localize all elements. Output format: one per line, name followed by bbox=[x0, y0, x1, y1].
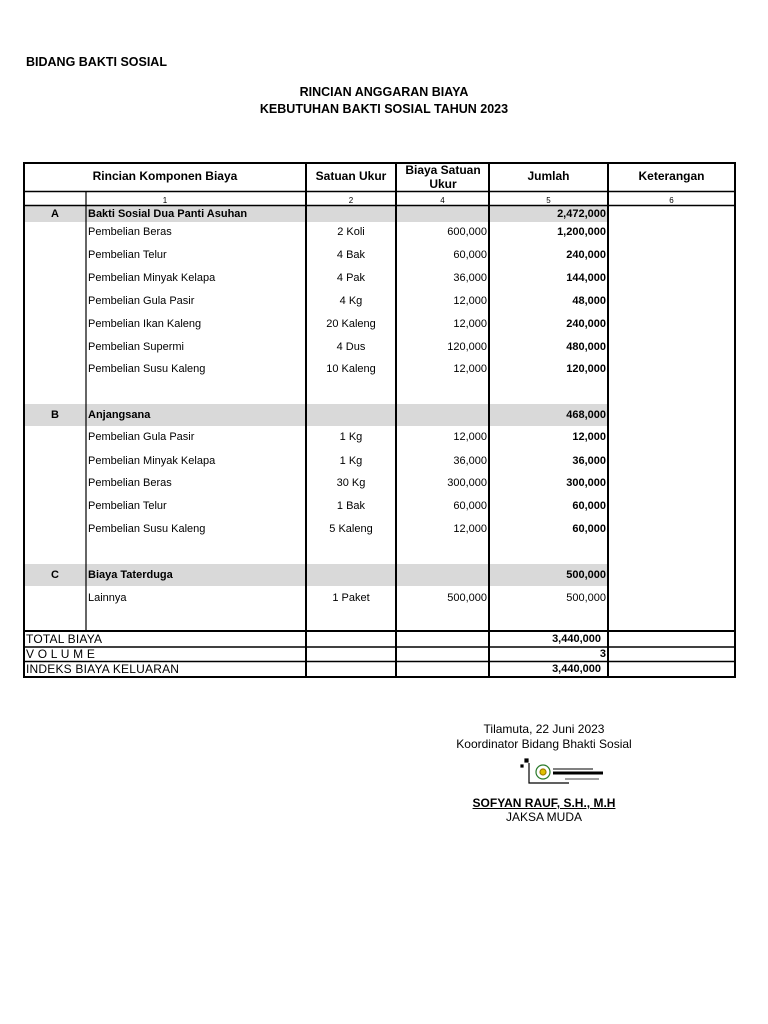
item-description: Lainnya bbox=[88, 592, 127, 604]
item-amount: 240,000 bbox=[566, 318, 606, 330]
output-cost-index-label: INDEKS BIAYA KELUARAN bbox=[26, 662, 180, 676]
item-unit-price: 36,000 bbox=[453, 272, 487, 284]
section-code: B bbox=[51, 409, 59, 421]
item-unit: 30 Kg bbox=[336, 477, 366, 489]
item-unit: 10 Kaleng bbox=[326, 363, 376, 375]
item-description: Pembelian Susu Kaleng bbox=[88, 363, 206, 375]
item-unit-price: 300,000 bbox=[447, 477, 487, 489]
document-title: RINCIAN ANGGARAN BIAYA bbox=[299, 85, 469, 99]
section-name: Bakti Sosial Dua Panti Asuhan bbox=[88, 208, 248, 220]
section-total: 2,472,000 bbox=[557, 208, 606, 220]
section-name: Biaya Taterduga bbox=[88, 569, 173, 581]
item-amount: 1,200,000 bbox=[557, 226, 606, 238]
column-number: 4 bbox=[440, 196, 445, 205]
item-amount: 300,000 bbox=[566, 477, 606, 489]
item-description: Pembelian Telur bbox=[88, 500, 167, 512]
kejaksaan-seal-icon bbox=[519, 757, 605, 789]
item-description: Pembelian Telur bbox=[88, 249, 167, 261]
item-amount: 60,000 bbox=[572, 500, 606, 512]
section-name: Anjangsana bbox=[88, 409, 151, 421]
item-description: Pembelian Minyak Kelapa bbox=[88, 272, 216, 284]
place-date: Tilamuta, 22 Juni 2023 bbox=[483, 722, 605, 736]
column-number: 2 bbox=[348, 196, 354, 205]
item-unit: 1 Paket bbox=[332, 592, 370, 604]
item-description: Pembelian Gula Pasir bbox=[88, 295, 195, 307]
signatory-rank: JAKSA MUDA bbox=[505, 810, 583, 824]
column-header-component: Rincian Komponen Biaya bbox=[92, 169, 238, 183]
column-header-unit-price: Biaya Satuan Ukur bbox=[405, 163, 481, 191]
item-unit-price: 120,000 bbox=[447, 341, 487, 353]
item-unit-price: 36,000 bbox=[453, 455, 487, 467]
signatory-name: SOFYAN RAUF, S.H., M.H bbox=[472, 796, 616, 810]
section-total: 500,000 bbox=[566, 569, 606, 581]
column-header-unit: Satuan Ukur bbox=[315, 169, 387, 183]
item-unit: 1 Kg bbox=[339, 455, 363, 467]
organization-label: BIDANG BAKTI SOSIAL bbox=[26, 55, 167, 69]
item-unit: 4 Pak bbox=[336, 272, 366, 284]
item-amount: 480,000 bbox=[566, 341, 606, 353]
item-description: Pembelian Supermi bbox=[88, 341, 184, 353]
volume-label: V O L U M E bbox=[26, 647, 96, 661]
item-description: Pembelian Gula Pasir bbox=[88, 431, 195, 443]
item-description: Pembelian Susu Kaleng bbox=[88, 523, 206, 535]
item-description: Pembelian Minyak Kelapa bbox=[88, 455, 216, 467]
item-unit-price: 60,000 bbox=[453, 249, 487, 261]
item-unit: 1 Bak bbox=[336, 500, 366, 512]
column-header-amount: Jumlah bbox=[527, 169, 570, 183]
item-unit: 1 Kg bbox=[339, 431, 363, 443]
item-amount: 144,000 bbox=[566, 272, 606, 284]
section-code: A bbox=[51, 208, 59, 220]
column-number: 1 bbox=[162, 196, 168, 205]
total-cost-value: 3,440,000 bbox=[552, 633, 601, 645]
item-description: Pembelian Beras bbox=[88, 477, 172, 489]
item-unit-price: 12,000 bbox=[453, 363, 487, 375]
item-unit: 20 Kaleng bbox=[326, 318, 376, 330]
item-description: Pembelian Beras bbox=[88, 226, 172, 238]
column-number: 6 bbox=[669, 196, 674, 205]
column-header-remarks: Keterangan bbox=[638, 169, 705, 183]
item-amount: 500,000 bbox=[566, 592, 606, 604]
item-unit-price: 12,000 bbox=[453, 523, 487, 535]
item-unit: 4 Bak bbox=[336, 249, 366, 261]
total-cost-label: TOTAL BIAYA bbox=[26, 632, 103, 646]
item-unit-price: 600,000 bbox=[447, 226, 487, 238]
item-amount: 240,000 bbox=[566, 249, 606, 261]
section-total: 468,000 bbox=[566, 409, 606, 421]
item-unit: 2 Koli bbox=[337, 226, 365, 238]
item-unit-price: 12,000 bbox=[453, 295, 487, 307]
document-subtitle: KEBUTUHAN BAKTI SOSIAL TAHUN 2023 bbox=[259, 102, 509, 116]
item-unit: 5 Kaleng bbox=[329, 523, 373, 535]
item-unit: 4 Dus bbox=[336, 341, 366, 353]
item-unit: 4 Kg bbox=[339, 295, 363, 307]
signatory-position: Koordinator Bidang Bhakti Sosial bbox=[456, 737, 632, 751]
item-amount: 60,000 bbox=[572, 523, 606, 535]
item-unit-price: 60,000 bbox=[453, 500, 487, 512]
item-unit-price: 500,000 bbox=[447, 592, 487, 604]
section-code: C bbox=[51, 569, 59, 581]
volume-value: 3 bbox=[599, 648, 606, 660]
item-amount: 120,000 bbox=[566, 363, 606, 375]
item-amount: 36,000 bbox=[572, 455, 606, 467]
item-description: Pembelian Ikan Kaleng bbox=[88, 318, 202, 330]
column-number: 5 bbox=[546, 196, 551, 205]
item-unit-price: 12,000 bbox=[453, 431, 487, 443]
item-unit-price: 12,000 bbox=[453, 318, 487, 330]
item-amount: 48,000 bbox=[572, 295, 606, 307]
output-cost-index-value: 3,440,000 bbox=[552, 663, 601, 675]
item-amount: 12,000 bbox=[572, 431, 606, 443]
